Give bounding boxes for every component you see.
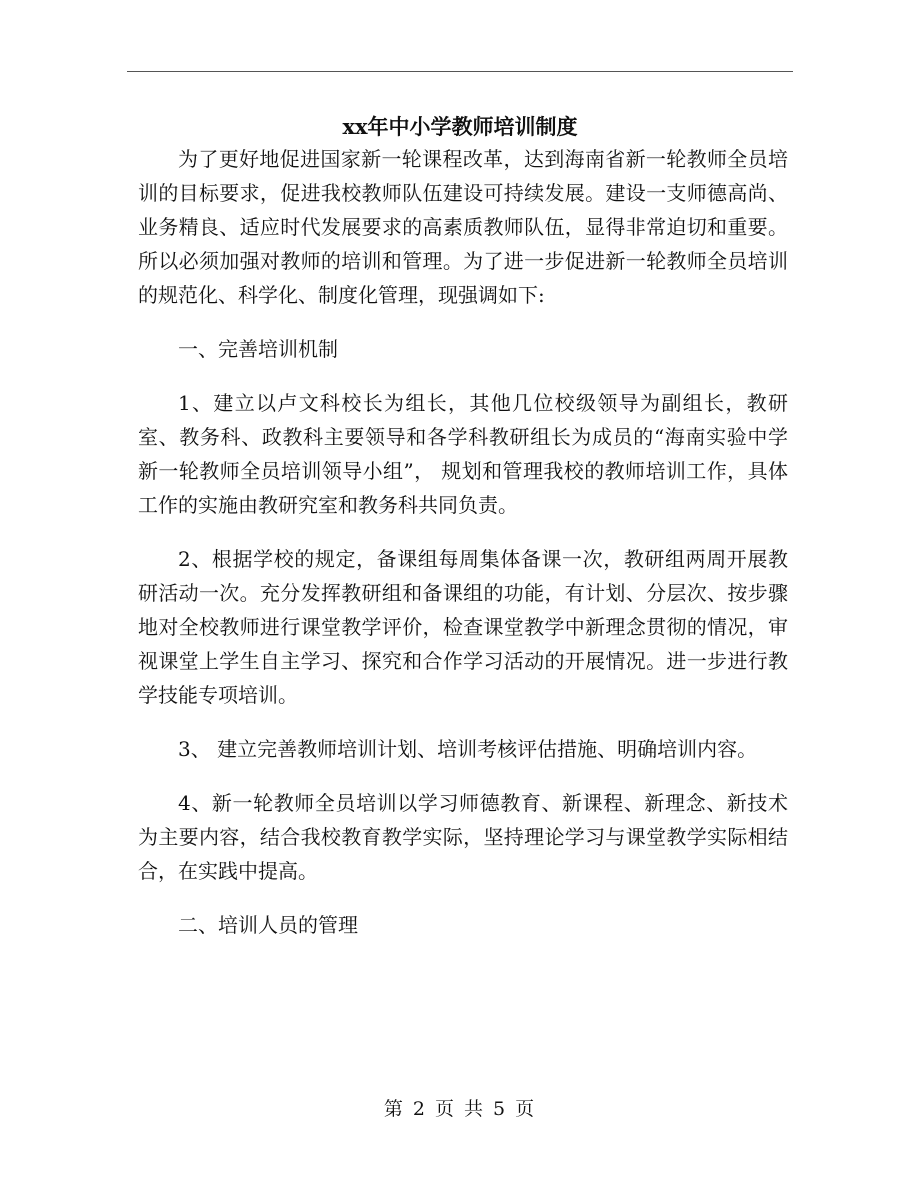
header-rule	[127, 71, 793, 72]
document-body	[138, 142, 788, 942]
page-footer: 第 2 页 共 5 页	[383, 1098, 537, 1120]
item-paragraph-1: 1、建立以卢文科校长为组长，其他几位校级领导为副组长，教研室、教务科、政教科主要领导和各学科教研组长为成员的“海南实验中学新一轮教师全员培训领导小组”， 规划和管理我校的教师培训工作，具体工作的实施由教研究室和教务科共同负责。	[138, 391, 788, 517]
document-title: xx年中小学教师培训制度	[342, 114, 578, 139]
item-paragraph-4: 4、新一轮教师全员培训以学习师德教育、新课程、新理念、新技术为主要内容，结合我校教育教学实际，坚持理论学习与课堂教学实际相结合，在实践中提高。	[138, 791, 788, 883]
item-paragraph-3: 3、 建立完善教师培训计划、培训考核评估措施、明确培训内容。	[178, 737, 758, 761]
intro-paragraph: 为了更好地促进国家新一轮课程改革，达到海南省新一轮教师全员培训的目标要求，促进我校教师队伍建设可持续发展。建设一支师德高尚、业务精良、适应时代发展要求的高素质教师队伍，显得非常迫切和重要。所以必须加强对教师的培训和管理。为了进一步促进新一轮教师全员培训的规范化、科学化、制度化管理，现强调如下:	[138, 147, 788, 307]
section-heading-1: 一、完善培训机制	[178, 337, 338, 361]
item-paragraph-2: 2、根据学校的规定，备课组每周集体备课一次，教研组两周开展教研活动一次。充分发挥教研组和备课组的功能，有计划、分层次、按步骤地对全校教师进行课堂教学评价，检查课堂教学中新理念贯彻的情况，审视课堂上学生自主学习、探究和合作学习活动的开展情况。进一步进行教学技能专项培训。	[138, 547, 788, 707]
section-heading-2: 二、培训人员的管理	[178, 913, 358, 937]
